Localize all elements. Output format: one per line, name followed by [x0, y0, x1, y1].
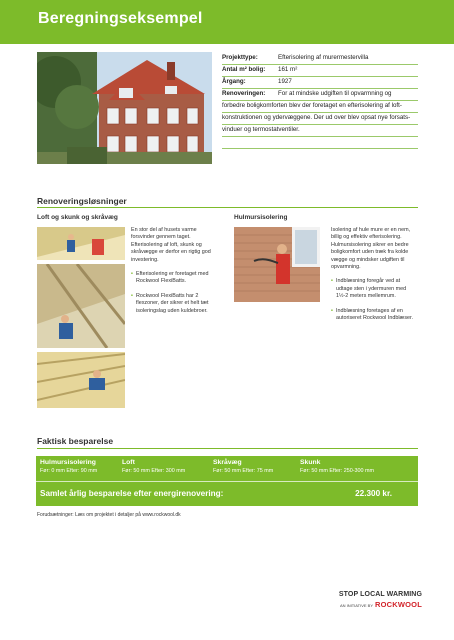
renovation-section-title: Renoveringsløsninger	[37, 196, 127, 206]
savings-col-name: Loft	[122, 459, 135, 466]
fact-divider	[222, 137, 418, 149]
bullet-text: Efterisolering er foretaget med Rockwool FlexiBatts.	[136, 271, 209, 285]
fact-label: Årgang:	[222, 78, 246, 86]
savings-col-name: Skunk	[300, 459, 321, 466]
attic-worker-photo	[37, 227, 125, 260]
fact-value: For at mindske udgiften til opvarmning og	[278, 90, 392, 98]
savings-col-loft	[118, 456, 209, 478]
savings-col-value: Før: 50 mm Efter: 300 mm	[122, 468, 186, 474]
brand-slogan: STOP LOCAL WARMING	[338, 591, 422, 598]
bullet-icon: •	[331, 307, 333, 314]
right-bullet	[331, 278, 417, 300]
bullet-text: Rockwool FlexiBatts har 2 flexzoner, der sikrer et helt tæt isoleringslag uden kuldebroer.	[136, 292, 209, 314]
savings-col-name: Hulmursisolering	[40, 459, 96, 466]
fact-value: 161 m²	[278, 66, 298, 74]
cavity-wall-worker-photo	[234, 227, 320, 302]
project-facts	[222, 53, 418, 149]
fact-row-year	[222, 77, 418, 89]
renovation-text-line: forbedre boligkomforten blev der foretaget en efterisolering af loft-	[222, 101, 418, 113]
right-bullet	[331, 308, 417, 323]
fact-label: Antal m² bolig:	[222, 66, 266, 74]
bullet-text: Indblæsning foregår ved at udtage sten i ydermuren med 1½-2 meters mellemrum.	[336, 278, 407, 300]
fact-label: Renoveringen:	[222, 90, 266, 98]
brand-initiative: AN INITIATIVE BY	[339, 603, 373, 608]
brand-line	[339, 600, 422, 609]
left-subtitle: Loft og skunk og skråvæg	[37, 214, 118, 221]
bullet-icon: •	[131, 271, 133, 278]
bullet-icon: •	[331, 278, 333, 285]
savings-col-skunk	[296, 456, 418, 478]
bullet-text: Indblæsning foretages af en autoriseret Rockwool Indblæser.	[336, 307, 414, 322]
savings-columns	[36, 456, 418, 478]
section-divider	[37, 448, 418, 449]
right-subtitle: Hulmursisolering	[234, 214, 288, 221]
right-column-text	[331, 227, 417, 329]
renovation-text-line: konstruktionen og ydervæggene. Der ud over blev opsat nye forsats-	[222, 113, 418, 125]
savings-col-cavity-wall	[36, 456, 118, 478]
savings-box	[36, 456, 418, 506]
fact-label: Projekttype:	[222, 54, 258, 62]
footnote: Forudsætninger: Læs om projektet i detaljer på www.rockwool.dk	[37, 512, 181, 518]
house-photo	[37, 52, 212, 164]
left-bullet	[131, 293, 211, 315]
page-title: Beregningseksempel	[38, 10, 203, 27]
savings-section-title: Faktisk besparelse	[37, 436, 114, 446]
floor-insulation-photo	[37, 352, 125, 408]
left-column-text	[131, 227, 211, 322]
fact-value: 1927	[278, 78, 292, 86]
savings-col-name: Skråvæg	[213, 459, 242, 466]
savings-total-label: Samlet årlig besparelse efter energirenovering:	[40, 489, 224, 498]
savings-col-value: Før: 0 mm Efter: 90 mm	[40, 468, 98, 474]
fact-row-project-type	[222, 53, 418, 65]
bullet-icon: •	[131, 292, 133, 299]
fact-row-renovation	[222, 89, 418, 101]
section-divider	[37, 207, 418, 208]
brand-company: ROCKWOOL	[374, 600, 422, 609]
left-bullet	[131, 271, 211, 286]
brand-logo	[339, 591, 422, 609]
left-paragraph: En stor del af husets varme forsvinder gennem taget. Efterisolering af loft, skunk og skråvægge er derfor en rigtig god investering.	[131, 227, 211, 263]
fact-value: Efterisolering af murermestervilla	[278, 54, 369, 62]
savings-total-value: 22.300 kr.	[355, 489, 392, 498]
savings-divider	[36, 481, 418, 482]
fact-row-area	[222, 65, 418, 77]
right-paragraph: Isolering af hule mure er en nem, billig og effektiv efterisolering. Hulmursisolering sikrer en bedre boligkomfort uden træk fra kolde vægge og mindsker udgiften til opvarmning.	[331, 227, 411, 271]
loft-worker-photo	[37, 264, 125, 348]
savings-col-sloped-wall	[209, 456, 296, 478]
savings-col-value: Før: 50 mm Efter: 75 mm	[213, 468, 274, 474]
savings-col-value: Før: 50 mm Efter: 250-300 mm	[300, 468, 374, 474]
renovation-text-line: vinduer og termostatventiler.	[222, 125, 418, 137]
